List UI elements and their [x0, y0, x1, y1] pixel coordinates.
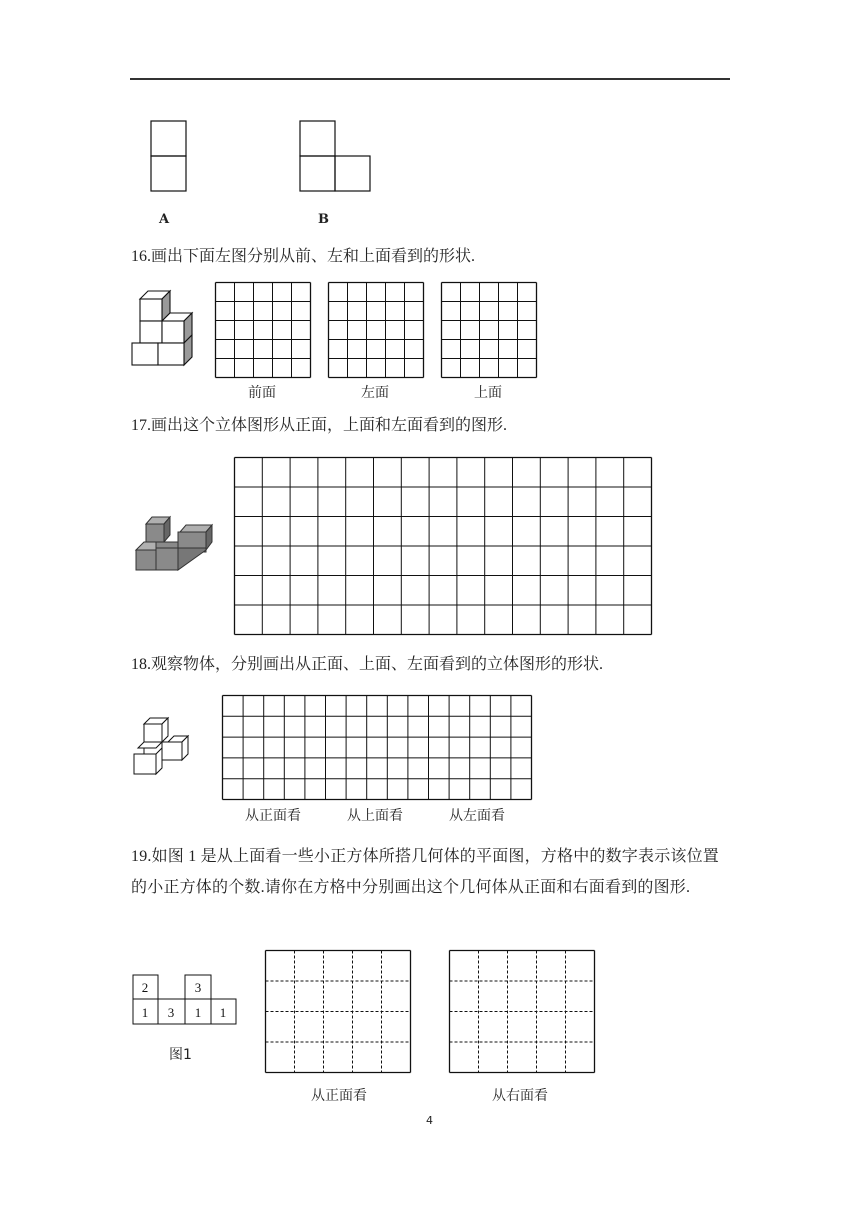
- option-b-figure: [299, 120, 375, 194]
- question-16-text: 16.画出下面左图分别从前、左和上面看到的形状.: [131, 248, 476, 265]
- q16-cube-figure: [130, 286, 194, 376]
- fig1-cell-bottom-0: 1: [141, 1005, 149, 1020]
- q19-caption-front: 从正面看: [311, 1088, 367, 1104]
- option-b-label: B: [318, 212, 329, 227]
- q16-grid-top: [441, 282, 537, 378]
- q18-caption-left: 从左面看: [449, 808, 505, 824]
- q19-grid-right: [449, 950, 597, 1074]
- question-17-text: 17.画出这个立体图形从正面，上面和左面看到的图形.: [131, 417, 508, 434]
- q19-grid-front: [265, 950, 413, 1074]
- fig1-cell-bottom-1: 3: [167, 1005, 175, 1020]
- fig1-cell-top-0: 2: [141, 980, 149, 995]
- fig1-cell-top-2: 3: [194, 980, 202, 995]
- q17-cube-figure: [130, 512, 220, 574]
- q18-cube-figure: [130, 716, 194, 776]
- q18-caption-top: 从上面看: [347, 808, 403, 824]
- q19-caption-right: 从右面看: [492, 1088, 548, 1104]
- page-number: 4: [426, 1114, 433, 1127]
- q17-grid: [234, 457, 654, 637]
- fig1-cell-bottom-2: 1: [194, 1005, 202, 1020]
- q19-figure-1: [132, 974, 238, 1028]
- q16-grid-front: [215, 282, 311, 378]
- option-a-figure: [150, 120, 190, 194]
- header-rule: [130, 78, 730, 80]
- q16-caption-top: 上面: [474, 385, 502, 401]
- question-19-text: 19.如图 1 是从上面看一些小正方体所搭几何体的平面图，方格中的数字表示该位置的小正方体的个数.请你在方格中分别画出这个几何体从正面和右面看到的图形.: [131, 848, 720, 896]
- q16-caption-left: 左面: [361, 385, 389, 401]
- q16-caption-front: 前面: [248, 385, 276, 401]
- question-18-text: 18.观察物体，分别画出从正面、上面、左面看到的立体图形的形状.: [131, 656, 604, 673]
- q18-caption-front: 从正面看: [245, 808, 301, 824]
- q18-grid: [222, 695, 534, 801]
- fig1-cell-bottom-3: 1: [219, 1005, 227, 1020]
- option-a-label: A: [159, 212, 170, 227]
- q16-grid-left: [328, 282, 424, 378]
- q19-figure-caption: 图1: [169, 1047, 192, 1063]
